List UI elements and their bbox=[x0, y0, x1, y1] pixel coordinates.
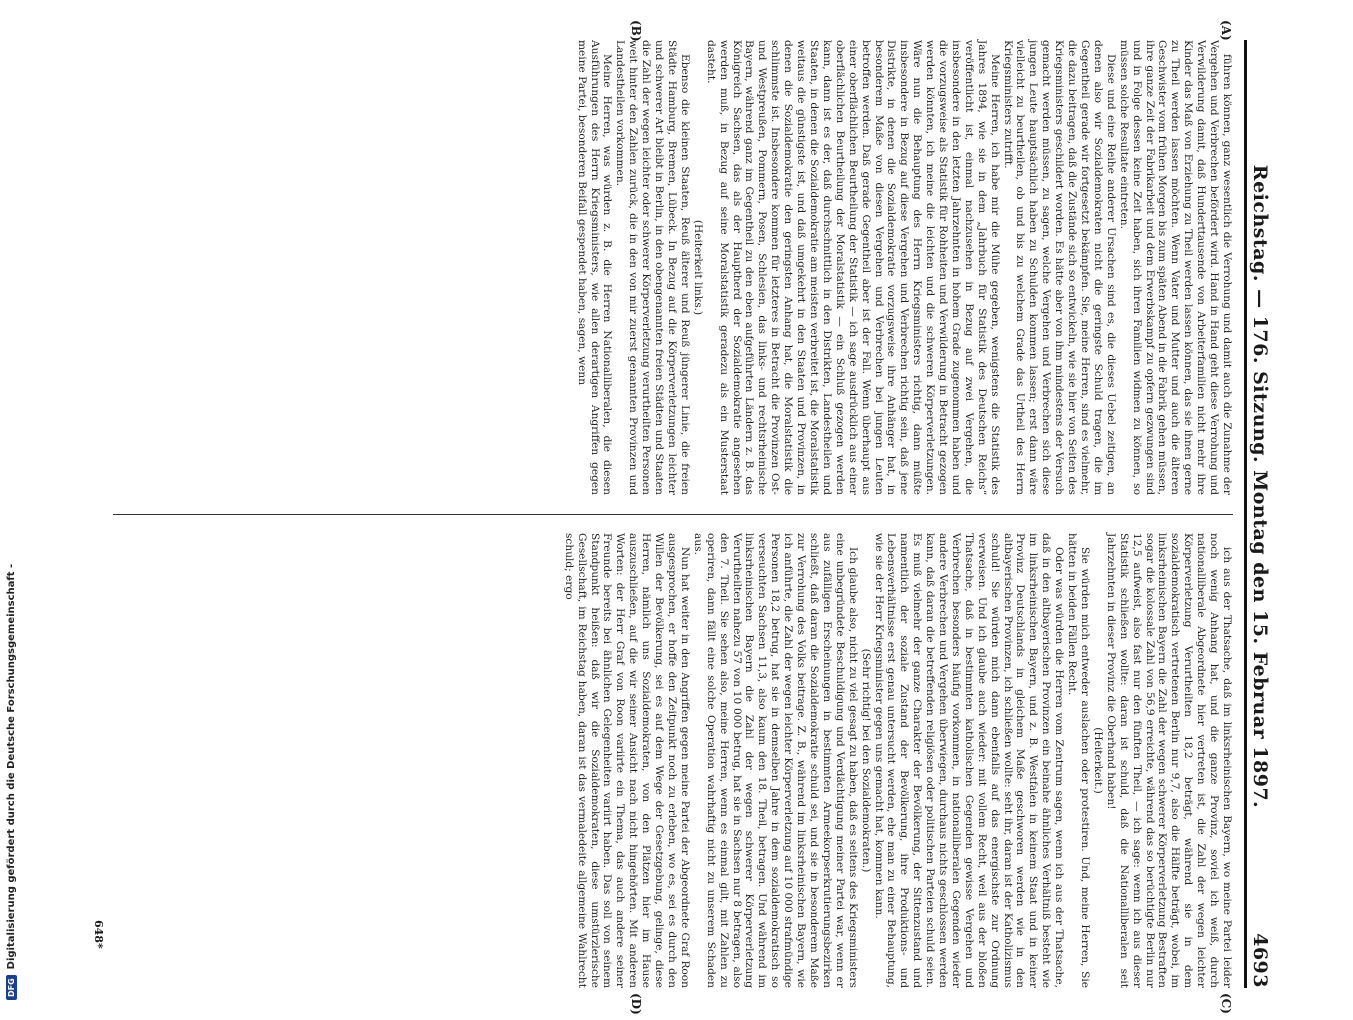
interjection: (Heiterkeit.) bbox=[1091, 727, 1104, 794]
digitization-note-text: Digitalisierung gefördert durch die Deutsche Forschungsgemeinschaft - bbox=[5, 563, 17, 970]
left-column bbox=[113, 40, 1233, 495]
paragraph: führen können, ganz wesentlich die Verrohung und damit auch die Zunahme der Vergehen und Verbrechen befördert wird. Hand in Hand geht diese Verrohung und Verwilderung damit, daß Hunderttausende von Arbeiterfamilien nicht mehr ihre Kinder das Maß von Erziehung zu Theil werden lassen können, das sie ihnen gerne zu Theil werden lassen möchten. Wenn Vater und Mutter und auch die älteren Geschwister vom frühen Morgen bis zum späten Abend in die Fabrik gehen müssen, ihre ganze Zeit der Fabrikarbeit und dem Erwerbskampf zu opfern gezwungen sind und in Folge dessen keine Zeit haben, sich ihren Familien widmen zu können, so müssen solche Resultate eintreten. bbox=[1117, 40, 1233, 495]
sheet-signature: 648* bbox=[92, 920, 105, 949]
dfg-logo: DFG bbox=[6, 975, 17, 1000]
digitization-note bbox=[0, 0, 22, 1000]
paragraph: Meine Herren, ich habe mir die Mühe gegeben, wenigstens die Statistik des Jahres 1894, wie sie in dem „Jahrbuch für Statistik des Deutschen Reichs“ veröffentlicht ist, einmal nachzusehen in Bezug auf zwei Vergehen, die insbesondere in den letzten Jahrzehnten in hohem Grade zugenommen haben und die vorzugsweise als Statistik für Rohheiten und Verwilderung in Betracht gezogen werden könnten, ich meine die leichten und die schweren Körperverletzungen. Wäre nun die Behauptung des Herrn Kriegsministers richtig, dann müßte insbesondere in Bezug auf diese Vergehen und Verbrechen richtig sein, daß jene Distrikte, in denen die Sozialdemokratie vorzugsweise ihre Anhänger hat, in besonderem Maße von diesen Vergehen und Verbrechen bei jungen Leuten betroffen werden. Daß gerade Gegentheil aber ist der Fall. Wenn überhaupt aus einer oberflächlichen Beurtheilung der Statistik — ich sage ausdrücklich aus einer oberflächlichen Beurtheilung der Moralstatistik — ein Schluß gezogen werden kann, dann ist es der, daß durchschnittlich in den Distrikten, Landestheilen und Staaten, in denen die Sozialdemokratie am meisten verbreitet ist, die Moralstatistik weitaus die günstigste ist, und daß umgekehrt in den Staaten und Provinzen, in denen die Sozialdemokratie den geringsten Anhang hat, die Moralstatistik die schlimmste ist. Insbesondere kommen für letzteres in Betracht die Provinzen Ost- und Westpreußen, Pommern, Posen, Schlesien, das links- und rechtsrheinische Bayern, während ganz im Gegentheil zu den eben aufgeführten Ländern z. B. das Königreich Sachsen, das als der Hauptherd der Sozialdemokratie angesehen werden muß, in Bezug auf seine Moralstatistik geradezu als ein Musterstaat dasteht. bbox=[704, 40, 1001, 495]
rotated-page-content bbox=[73, 20, 1273, 1015]
paragraph: ich aus der Thatsache, daß im linksrheinischen Bayern, wo meine Partei leider noch wenig Anhang hat, und die ganze Provinz, soviel ich weiß, durch nationalliberale Abgeordnete hier vertreten ist, die Zahl der wegen leichter Körperverletzung Verurtheilten 18,2 beträgt, während sie in dem sozialdemokratisch vertretenen Berlin nur 9,7, also die Hälfte beträgt, wobei, im linksrheinischen Bayern die Zahl der wegen schwerer Körperverletzung Bestraften sogar die kolossale Zahl von 56,9 erreichte, während das so berüchtigte Berlin nur 12,5 aufweist, also fast nur den fünften Theil, — ich sage: wenn ich aus dieser Statistik schließen wollte: daran ist schuld, daß die Nationalliberalen seit Jahrzehnten in dieser Provinz die Oberhand haben! bbox=[1104, 533, 1233, 988]
margin-marker-a: (A) bbox=[1219, 20, 1233, 41]
paragraph: Diese und eine Reihe anderer Ursachen sind es, die dieses Uebel zeitigen, an denen also wir Sozialdemokraten nicht die geringste Schuld tragen, die im Gegentheil gerade wir fortgesetzt bekämpfen. Sie, meine Herren, sind es vielmehr, die dazu beitragen, daß die Zustände sich so entwickeln, wie sie hier von Seiten des Kriegsministers geschildert worden. Es hätte aber von ihm mindestens der Versuch gemacht werden müssen, zu sagen, welche Vergehen und Verbrechen sich diese jungen Leute hauptsächlich haben zu Schulden kommen lassen; erst dann wäre vielleicht zu beurtheilen, ob und bis zu welchem Grade das Urtheil des Herrn Kriegsministers zutrifft. bbox=[1001, 40, 1117, 495]
paragraph: Ich glaube also, nicht zu viel gesagt zu haben, daß es seitens des Kriegsministers eine unbegründete Beschuldigung und Verdächtigung meiner Partei war, wenn er aus zufälligen Erscheinungen in bestimmten Armeekorpserkrutierungsbezirken schließt, daß daran die Sozialdemokratie schuld sei, und sie in besonderem Maße zur Verrohung des Volks beitrage. Z. B., während im linksrheinischen Bayern, wie ich anführte, die Zahl der wegen leichter Körperverletzung auf 10 000 strafmündige Personen 18,2 betrug, hat sie in demselben Jahre in dem sozialdemokratisch so verseuchten Sachsen 11,3, also kaum den 18. Theil, betragen. Und während im linksrheinischen Bayern die Zahl der wegen schwerer Körperverletzung Verurtheilten nahezu 57 von 10 000 betrug, hat sie in Sachsen nur 8 betragen, also den 7. Theil. Sie sehen also, meine Herren, wenn es einmal gilt, mit Zahlen zu operiren, dann fällt eine solche Operation wahrhaftig nicht zu unserem Schaden aus. bbox=[691, 533, 859, 988]
page-number: 4693 bbox=[1249, 933, 1271, 988]
right-column bbox=[113, 533, 1233, 988]
page-header bbox=[1244, 40, 1273, 988]
interjection: (Heiterkeit links.) bbox=[691, 219, 704, 316]
paragraph: Sie würden mich entweder auslachen oder protestiren. Und, meine Herren, Sie hätten in beiden Fällen Recht. bbox=[1066, 533, 1092, 988]
document-page bbox=[63, 20, 1273, 1020]
page-title: Reichstag. — 176. Sitzung. Montag den 15. Februar 1897. bbox=[1249, 164, 1271, 809]
margin-marker-d: (D) bbox=[629, 993, 643, 1015]
paragraph: Nun hat weiter in den Angriffen gegen meine Partei der Abgeordnete Graf Roon ausgesprochen, er hoffe den Zeitpunkt noch zu erleben, wo es, sei es durch den Willen der Bevölkerung, sei es auf dem Wege der Gesetzgebung, gelinge, diese Herren, nämlich uns Sozialdemokraten, von den Plätzen hier im Hause auszuschließen, auf die wir seiner Ansicht nach nicht hingehörten. Mit anderen Worten: der Herr Graf von Roon variirte ein Thema, das auch andere seiner Freunde bereits bei ähnlichen Gelegenheiten variirt haben. Das soll von seinem Standpunkt heißen: daß wir die Sozialdemokraten, diese umstürzlerische Gesellschaft, im Reichstag haben, daran ist das vermaledeite allgemeine Wahlrecht schuld; ergo bbox=[562, 533, 691, 988]
paragraph: Ebenso die kleinen Staaten, Reuß älterer und Reuß jüngerer Linie, die freien Städte Hamburg, Bremen, Lübeck. In Bezug auf die Körperverletzungen leichter und schwerer Art bleibt in Berlin, in den obengenannten freien Städten und Staaten die Zahl der wegen leichter oder schwerer Körperverletzung verurtheilten Personen weit hinter den Zahlen zurück, die in den von mir zuerst genannten Provinzen und Landestheilen vorkommen. bbox=[614, 40, 691, 495]
column-divider bbox=[113, 514, 1233, 515]
margin-marker-c: (C) bbox=[1219, 993, 1233, 1014]
paragraph: Meine Herren, was würden z. B. die Herren Nationalliberalen, die diesen Ausführungen des Herrn Kriegsministers, wie allen derartigen Angriffen gegen meine Partei, besonderen Beifall gespendet haben, sagen, wenn bbox=[575, 40, 614, 495]
paragraph: Oder was würden die Herren vom Zentrum sagen, wenn ich aus der Thatsache, daß in den altbayerischen Provinzen ein beinahe ähnliches Verhältniß besteht wie im linksrheinischen Bayern, und z. B. Westfalen in keinem Staat und in keiner Provinz Deutschlands in gleichem Maße geschworen werden wie in den altbayerischen Provinzen, ich schließen wollte: seht ihr, daran ist der Katholizismus schuld! Sie würden mich dann ebenfalls auf das energischste zur Ordnung verweisen. Und ich glaube auch wieder: mit vollem Recht, weil aus der bloßen Thatsache, daß in bestimmten katholischen Gegenden gewisse Vergehen und Verbrechen besonders häufig vorkommen, in nationalliberalen Gegenden wieder andere Verbrechen und Vergehen überwiegen, durchaus nichts geschlossen werden kann, daß daran die betreffenden religiösen oder politischen Parteien schuld seien. Es muß vielmehr der ganze Charakter der Bevölkerung, der Sittenzustand und namentlich der soziale Zustand der Bevölkerung, ihre Produktions- und Lebensverhältnisse erst genau untersucht werden, ehe man zu einer Behauptung, wie sie der Herr Kriegsminister gegen uns gemacht hat, kommen kann. bbox=[872, 533, 1066, 988]
margin-marker-b: (B) bbox=[629, 20, 643, 42]
interjection: (Sehr richtig! bei den Sozialdemokraten.) bbox=[859, 648, 872, 873]
